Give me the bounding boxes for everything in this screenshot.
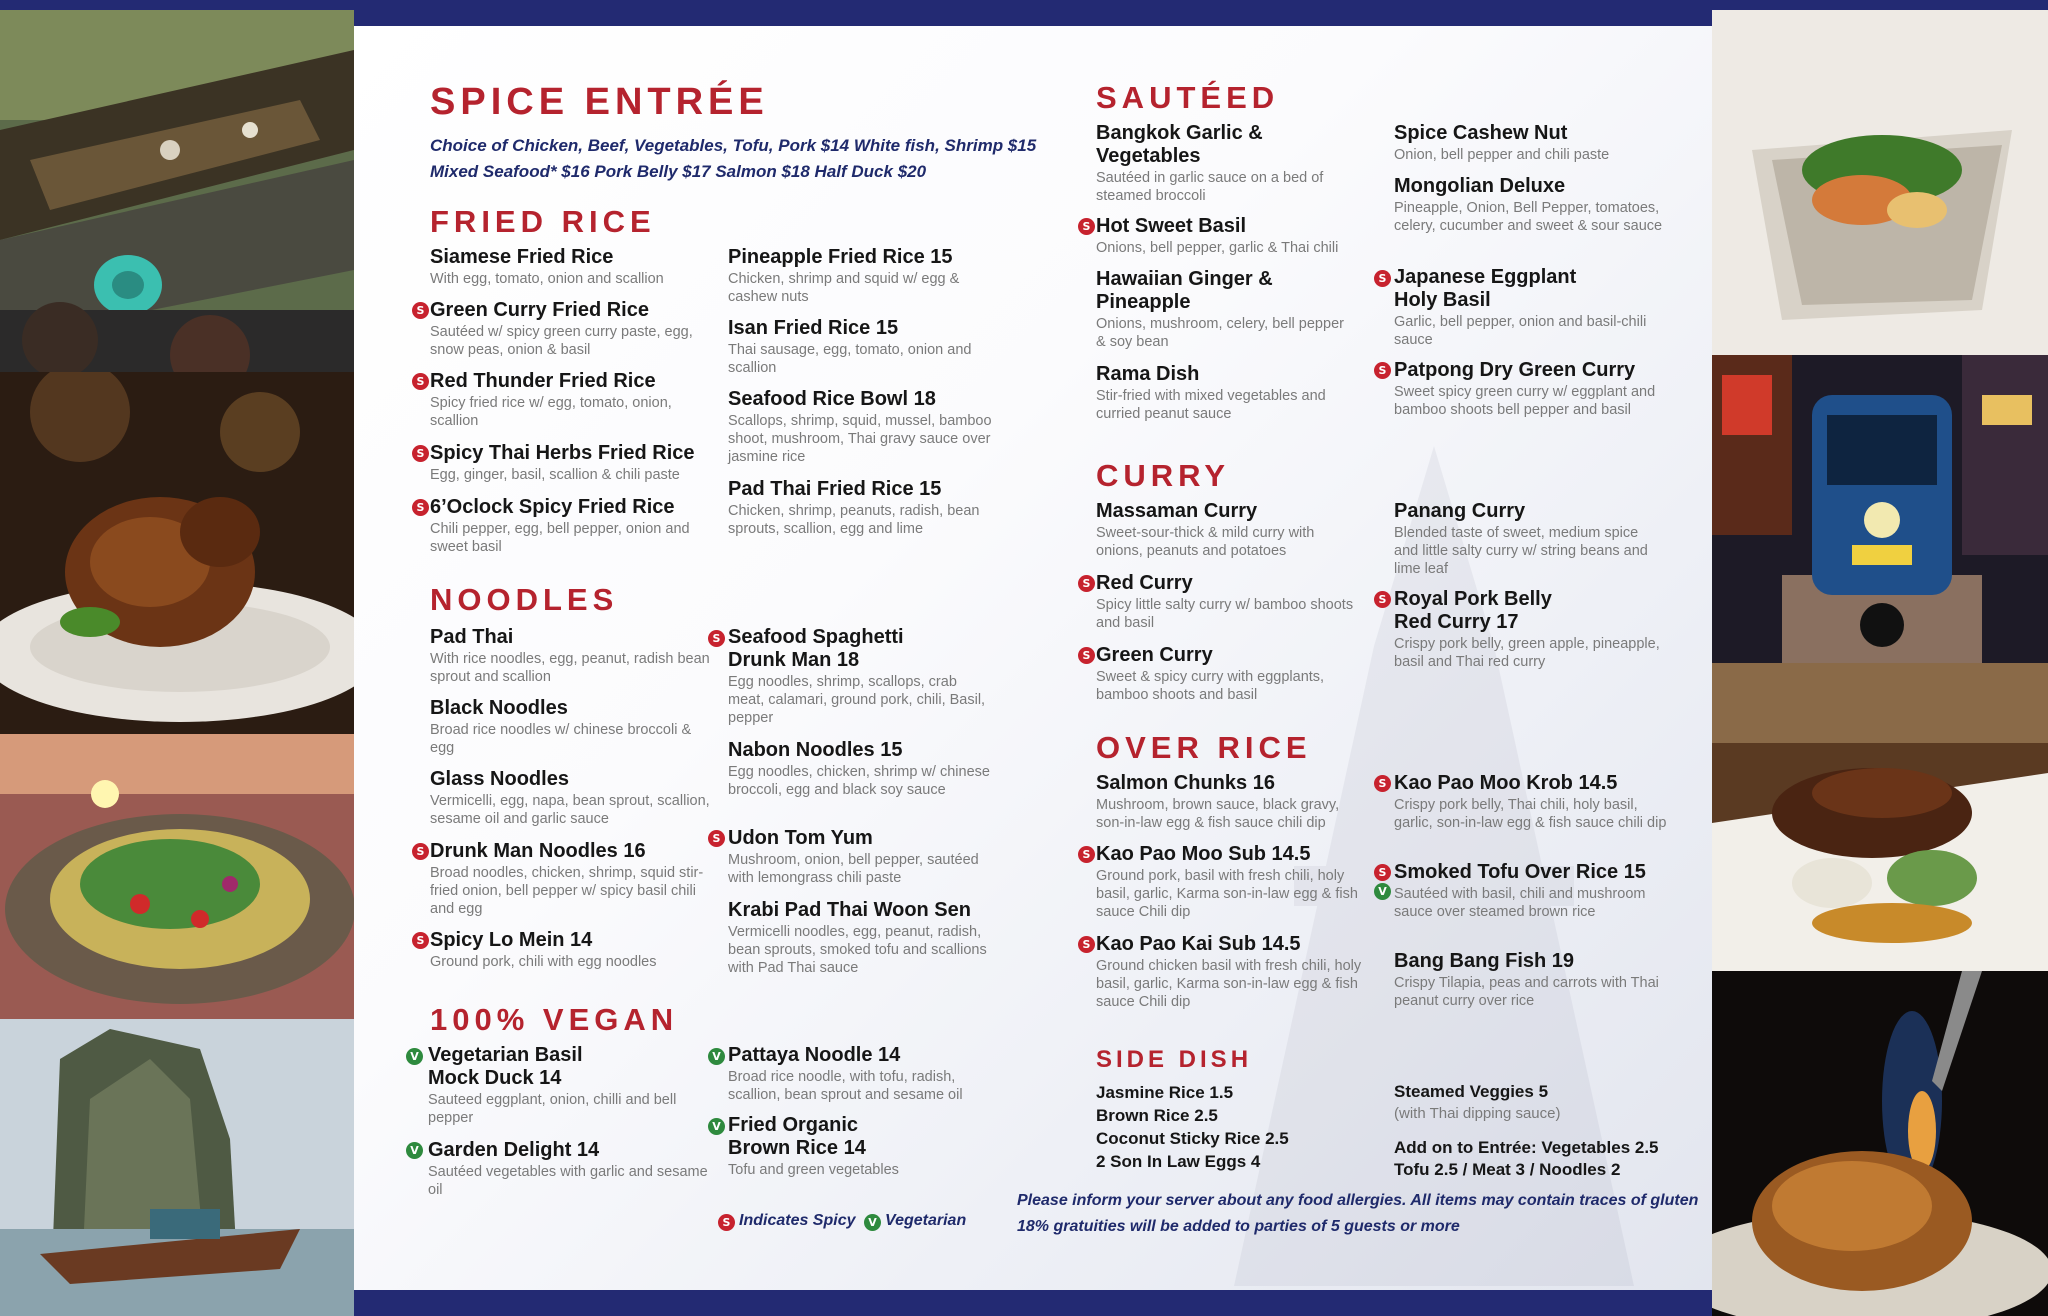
section-title-noodles: NOODLES — [430, 582, 619, 617]
item-name: Pineapple Fried Rice 15 — [728, 246, 953, 268]
item-name: Seafood Rice Bowl 18 — [728, 388, 936, 410]
menu-item-japanese-eggplant-holy-basil — [1394, 266, 1664, 349]
menu-item-hawaiian-ginger-pineapple — [1096, 268, 1356, 351]
legend-vegetarian-label: Vegetarian — [885, 1212, 967, 1229]
spicy-icon: S — [412, 302, 429, 319]
menu-item-kao-pao-moo-krob — [1394, 772, 1674, 832]
item-name: Black Noodles — [430, 697, 568, 719]
item-name: Hawaiian Ginger & — [1096, 268, 1273, 290]
spicy-icon: S — [1078, 846, 1095, 863]
menu-item-drunk-man-noodles — [430, 840, 710, 918]
legend-spicy-label: Indicates Spicy — [739, 1212, 856, 1229]
menu-item-red-curry — [1096, 572, 1356, 632]
menu-item-udon-tom-yum — [728, 827, 993, 887]
item-desc: Tofu and green vegetables — [728, 1162, 899, 1178]
vegetarian-icon: V — [864, 1214, 881, 1231]
floating-market-photo — [0, 10, 354, 372]
menu-item-green-curry-fried-rice — [430, 299, 710, 359]
item-name-line-2: Red Curry 17 — [1394, 611, 1519, 633]
side-item-son-in-law-eggs: 2 Son In Law Eggs 4 — [1096, 1152, 1261, 1171]
section-title-side-dish: SIDE DISH — [1096, 1046, 1253, 1073]
entree-choices-line-1: Choice of Chicken, Beef, Vegetables, Tofu, Pork $14 White fish, Shrimp $15 — [430, 136, 1037, 155]
item-name: Krabi Pad Thai Woon Sen — [728, 899, 971, 921]
item-desc: Chicken, shrimp and squid w/ egg & cashew nuts — [728, 271, 960, 305]
item-name: Pattaya Noodle 14 — [728, 1044, 901, 1066]
papaya-salad-photo — [0, 734, 354, 1019]
spicy-icon: S — [1078, 218, 1095, 235]
item-desc: Crispy Tilapia, peas and carrots with Thai peanut curry over rice — [1394, 975, 1659, 1009]
menu-item-pad-thai — [430, 626, 710, 686]
menu-item-nabon-noodles — [728, 739, 993, 799]
item-desc: Mushroom, onion, bell pepper, sautéed with lemongrass chili paste — [728, 852, 979, 886]
item-name: Spicy Lo Mein 14 — [430, 929, 593, 951]
gratuity-notice: 18% gratuities will be added to parties of 5 guests or more — [1017, 1218, 1460, 1235]
menu-item-spicy-lo-mein — [430, 929, 710, 971]
menu-item-royal-pork-belly-red-curry — [1394, 588, 1664, 671]
grilled-pork-photo — [1712, 663, 2048, 971]
side-item-steamed-veggies: Steamed Veggies 5 — [1394, 1082, 1549, 1101]
item-name: Glass Noodles — [430, 768, 569, 790]
item-desc: Chicken, shrimp, peanuts, radish, bean sprouts, scallion, egg and lime — [728, 503, 980, 537]
roast-duck-photo — [0, 372, 354, 734]
flambe-chicken-photo — [1712, 971, 2048, 1316]
item-desc: Sautéed w/ spicy green curry paste, egg, snow peas, onion & basil — [430, 324, 693, 358]
item-desc: Sweet spicy green curry w/ eggplant and bamboo shoots bell pepper and basil — [1394, 384, 1656, 418]
item-desc: Crispy pork belly, green apple, pineapple, basil and Thai red curry — [1394, 636, 1660, 670]
spicy-icon: S — [1374, 362, 1391, 379]
menu-item-kao-pao-kai-sub — [1096, 933, 1366, 1011]
spicy-icon: S — [1374, 270, 1391, 287]
vegetarian-icon: V — [1374, 883, 1391, 900]
item-desc: Sweet-sour-thick & mild curry with onions, peanuts and potatoes — [1096, 525, 1315, 559]
item-name: Red Curry — [1096, 572, 1193, 594]
item-name: Pad Thai Fried Rice 15 — [728, 478, 942, 500]
item-desc: With rice noodles, egg, peanut, radish bean sprout and scallion — [430, 651, 710, 685]
item-desc: Broad rice noodle, with tofu, radish, scallion, bean sprout and sesame oil — [728, 1069, 963, 1103]
item-desc: Sautéed in garlic sauce on a bed of steamed broccoli — [1096, 170, 1324, 204]
item-name: Bang Bang Fish 19 — [1394, 950, 1575, 972]
item-name: Smoked Tofu Over Rice 15 — [1394, 861, 1646, 883]
side-item-jasmine-rice: Jasmine Rice 1.5 — [1096, 1083, 1234, 1102]
item-desc: Onions, mushroom, celery, bell pepper & soy bean — [1096, 316, 1344, 350]
item-desc: Onions, bell pepper, garlic & Thai chili — [1096, 240, 1339, 256]
item-name: Siamese Fried Rice — [430, 246, 614, 268]
menu-item-kao-pao-moo-sub — [1096, 843, 1366, 921]
item-name: Fried Organic — [728, 1114, 859, 1136]
item-name: Udon Tom Yum — [728, 827, 873, 849]
spicy-icon: S — [412, 932, 429, 949]
item-desc: Egg noodles, shrimp, scallops, crab meat, calamari, ground pork, chili, Basil, pepper — [728, 674, 986, 726]
vegetarian-icon: V — [406, 1142, 423, 1159]
item-name: Red Thunder Fried Rice — [430, 370, 656, 392]
item-desc: Spicy little salty curry w/ bamboo shoots and basil — [1096, 597, 1354, 631]
menu-item-green-curry — [1096, 644, 1356, 704]
menu-panel — [354, 26, 1712, 1290]
menu-item-panang-curry — [1394, 500, 1664, 578]
item-name: Spice Cashew Nut — [1394, 122, 1568, 144]
seafood-bowl-photo — [1712, 10, 2048, 355]
item-desc: Mushroom, brown sauce, black gravy, son-in-law egg & fish sauce chili dip — [1096, 797, 1340, 831]
item-desc: Broad noodles, chicken, shrimp, squid stir-fried onion, bell pepper w/ spicy basil chili and egg — [430, 865, 704, 917]
menu-item-patpong-dry-green-curry — [1394, 359, 1664, 419]
menu-item-red-thunder-fried-rice — [430, 370, 710, 430]
item-desc: Broad rice noodles w/ chinese broccoli & egg — [430, 722, 692, 756]
spicy-icon: S — [1078, 575, 1095, 592]
item-name: Hot Sweet Basil — [1096, 215, 1247, 237]
item-name: Vegetarian Basil — [428, 1044, 583, 1066]
item-desc: Sauteed eggplant, onion, chilli and bell pepper — [428, 1092, 677, 1126]
item-name: Royal Pork Belly — [1394, 588, 1552, 610]
item-name: Drunk Man Noodles 16 — [430, 840, 646, 862]
spicy-icon: S — [412, 499, 429, 516]
menu-item-fried-organic-brown-rice — [728, 1114, 993, 1179]
vegetarian-icon: V — [406, 1048, 423, 1065]
item-desc: Onion, bell pepper and chili paste — [1394, 147, 1610, 163]
item-name: Massaman Curry — [1096, 500, 1258, 522]
side-item-coconut-sticky-rice: Coconut Sticky Rice 2.5 — [1096, 1129, 1289, 1148]
item-desc: Sautéed vegetables with garlic and sesame oil — [428, 1164, 708, 1198]
spicy-icon: S — [1374, 775, 1391, 792]
side-item-brown-rice: Brown Rice 2.5 — [1096, 1106, 1218, 1125]
menu-item-smoked-tofu-over-rice — [1394, 861, 1674, 921]
spicy-icon: S — [1078, 647, 1095, 664]
item-name: Isan Fried Rice 15 — [728, 317, 899, 339]
vegetarian-icon: V — [708, 1118, 725, 1135]
item-desc: Sautéed with basil, chili and mushroom sauce over steamed brown rice — [1394, 886, 1646, 920]
menu-item-seafood-rice-bowl — [728, 388, 993, 466]
item-name: 6’Oclock Spicy Fried Rice — [430, 496, 675, 518]
section-title-over-rice: OVER RICE — [1096, 730, 1312, 765]
item-name: Nabon Noodles 15 — [728, 739, 903, 761]
menu-item-krabi-pad-thai-woon-sen — [728, 899, 993, 977]
item-name: Green Curry Fried Rice — [430, 299, 649, 321]
entree-choices-line-2: Mixed Seafood* $16 Pork Belly $17 Salmon $18 Half Duck $20 — [430, 162, 927, 181]
item-desc: Blended taste of sweet, medium spice and little salty curry w/ string beans and lime leaf — [1394, 525, 1648, 577]
menu-item-salmon-chunks — [1096, 772, 1366, 832]
item-desc: Thai sausage, egg, tomato, onion and scallion — [728, 342, 972, 376]
addon-line-1: Add on to Entrée: Vegetables 2.5 — [1394, 1138, 1659, 1157]
menu-item-pineapple-fried-rice — [728, 246, 993, 306]
section-title-curry: CURRY — [1096, 458, 1231, 493]
section-title-fried-rice: FRIED RICE — [430, 204, 656, 239]
menu-item-6oclock-spicy-fried-rice — [430, 496, 710, 556]
item-desc: Garlic, bell pepper, onion and basil-chili sauce — [1394, 314, 1647, 348]
menu-item-pad-thai-fried-rice — [728, 478, 993, 538]
menu-item-black-noodles — [430, 697, 710, 757]
item-name-line-2: Pineapple — [1096, 291, 1191, 313]
menu-item-hot-sweet-basil — [1096, 215, 1356, 257]
spicy-icon: S — [1374, 864, 1391, 881]
item-name: Seafood Spaghetti — [728, 626, 904, 648]
item-name: Mongolian Deluxe — [1394, 175, 1566, 197]
item-name: Bangkok Garlic & — [1096, 122, 1263, 144]
item-desc: Pineapple, Onion, Bell Pepper, tomatoes, celery, cucumber and sweet & sour sauce — [1394, 200, 1663, 234]
item-desc: With egg, tomato, onion and scallion — [430, 271, 664, 287]
item-desc: Spicy fried rice w/ egg, tomato, onion, scallion — [430, 395, 672, 429]
addon-line-2: Tofu 2.5 / Meat 3 / Noodles 2 — [1394, 1160, 1621, 1179]
spicy-icon: S — [412, 445, 429, 462]
section-title-entree: SPICE ENTRÉE — [430, 81, 769, 123]
spicy-icon: S — [708, 630, 725, 647]
item-name: Garden Delight 14 — [428, 1139, 600, 1161]
item-name: Kao Pao Moo Krob 14.5 — [1394, 772, 1618, 794]
allergy-notice: Please inform your server about any food allergies. All items may contain traces of gluten — [1017, 1192, 1699, 1209]
spicy-icon: S — [708, 830, 725, 847]
spicy-icon: S — [718, 1214, 735, 1231]
menu-item-seafood-spaghetti — [728, 626, 993, 727]
item-name: Patpong Dry Green Curry — [1394, 359, 1636, 381]
menu-item-bang-bang-fish — [1394, 950, 1674, 1010]
spicy-icon: S — [1078, 936, 1095, 953]
item-name-line-2: Drunk Man 18 — [728, 649, 860, 671]
section-title-vegan: 100% VEGAN — [430, 1002, 679, 1037]
section-title-sauteed: SAUTÉED — [1096, 80, 1280, 115]
item-name: Panang Curry — [1394, 500, 1526, 522]
item-desc: Crispy pork belly, Thai chili, holy basil, garlic, son-in-law egg & fish sauce chili dip — [1394, 797, 1667, 831]
item-desc: Egg, ginger, basil, scallion & chili paste — [430, 467, 680, 483]
item-desc: Ground chicken basil with fresh chili, holy basil, garlic, Karma son-in-law egg & fish sauce Chili dip — [1096, 958, 1362, 1010]
item-name: Kao Pao Moo Sub 14.5 — [1096, 843, 1311, 865]
item-name: Japanese Eggplant — [1394, 266, 1577, 288]
item-desc: Vermicelli noodles, egg, peanut, radish, bean sprouts, smoked tofu and scallions with Pad Thai sauce — [728, 924, 987, 976]
menu-item-garden-delight — [428, 1139, 708, 1199]
menu-item-rama-dish — [1096, 363, 1356, 423]
menu-item-pattaya-noodle — [728, 1044, 993, 1104]
item-name: Kao Pao Kai Sub 14.5 — [1096, 933, 1301, 955]
menu-item-spicy-thai-herbs-fried-rice — [430, 442, 710, 484]
item-name: Pad Thai — [430, 626, 514, 648]
tuk-tuk-photo — [1712, 355, 2048, 663]
item-desc: Chili pepper, egg, bell pepper, onion and sweet basil — [430, 521, 690, 555]
item-name: Green Curry — [1096, 644, 1213, 666]
item-name-line-2: Vegetables — [1096, 145, 1201, 167]
menu-item-massaman-curry — [1096, 500, 1356, 560]
item-name: Rama Dish — [1096, 363, 1200, 385]
item-desc: Ground pork, chili with egg noodles — [430, 954, 657, 970]
item-name: Spicy Thai Herbs Fried Rice — [430, 442, 695, 464]
vegetarian-icon: V — [708, 1048, 725, 1065]
item-name-line-2: Mock Duck 14 — [428, 1067, 562, 1089]
item-desc: Ground pork, basil with fresh chili, holy basil, garlic, Karma son-in-law egg & fish sauce Chili dip — [1096, 868, 1358, 920]
spicy-icon: S — [1374, 591, 1391, 608]
menu-item-siamese-fried-rice — [430, 246, 710, 288]
spicy-icon: S — [412, 843, 429, 860]
item-name-line-2: Holy Basil — [1394, 289, 1491, 311]
side-item-veggies-note: (with Thai dipping sauce) — [1394, 1105, 1561, 1122]
item-desc: Egg noodles, chicken, shrimp w/ chinese broccoli, egg and black soy sauce — [728, 764, 990, 798]
menu-item-glass-noodles — [430, 768, 710, 828]
menu-item-isan-fried-rice — [728, 317, 993, 377]
item-desc: Stir-fried with mixed vegetables and curried peanut sauce — [1096, 388, 1326, 422]
menu-item-vegetarian-basil-mock-duck — [428, 1044, 708, 1127]
item-name-line-2: Brown Rice 14 — [728, 1137, 866, 1159]
item-name: Salmon Chunks 16 — [1096, 772, 1275, 794]
item-desc: Scallops, shrimp, squid, mussel, bamboo shoot, mushroom, Thai gravy sauce over jasmine rice — [728, 413, 992, 465]
spicy-icon: S — [412, 373, 429, 390]
item-desc: Sweet & spicy curry with eggplants, bamboo shoots and basil — [1096, 669, 1325, 703]
menu-item-mongolian-deluxe — [1394, 175, 1664, 235]
menu-item-spice-cashew-nut — [1394, 122, 1664, 164]
menu-item-bangkok-garlic-vegetables — [1096, 122, 1356, 205]
long-tail-boat-photo — [0, 1019, 354, 1316]
item-desc: Vermicelli, egg, napa, bean sprout, scallion, sesame oil and garlic sauce — [430, 793, 710, 827]
